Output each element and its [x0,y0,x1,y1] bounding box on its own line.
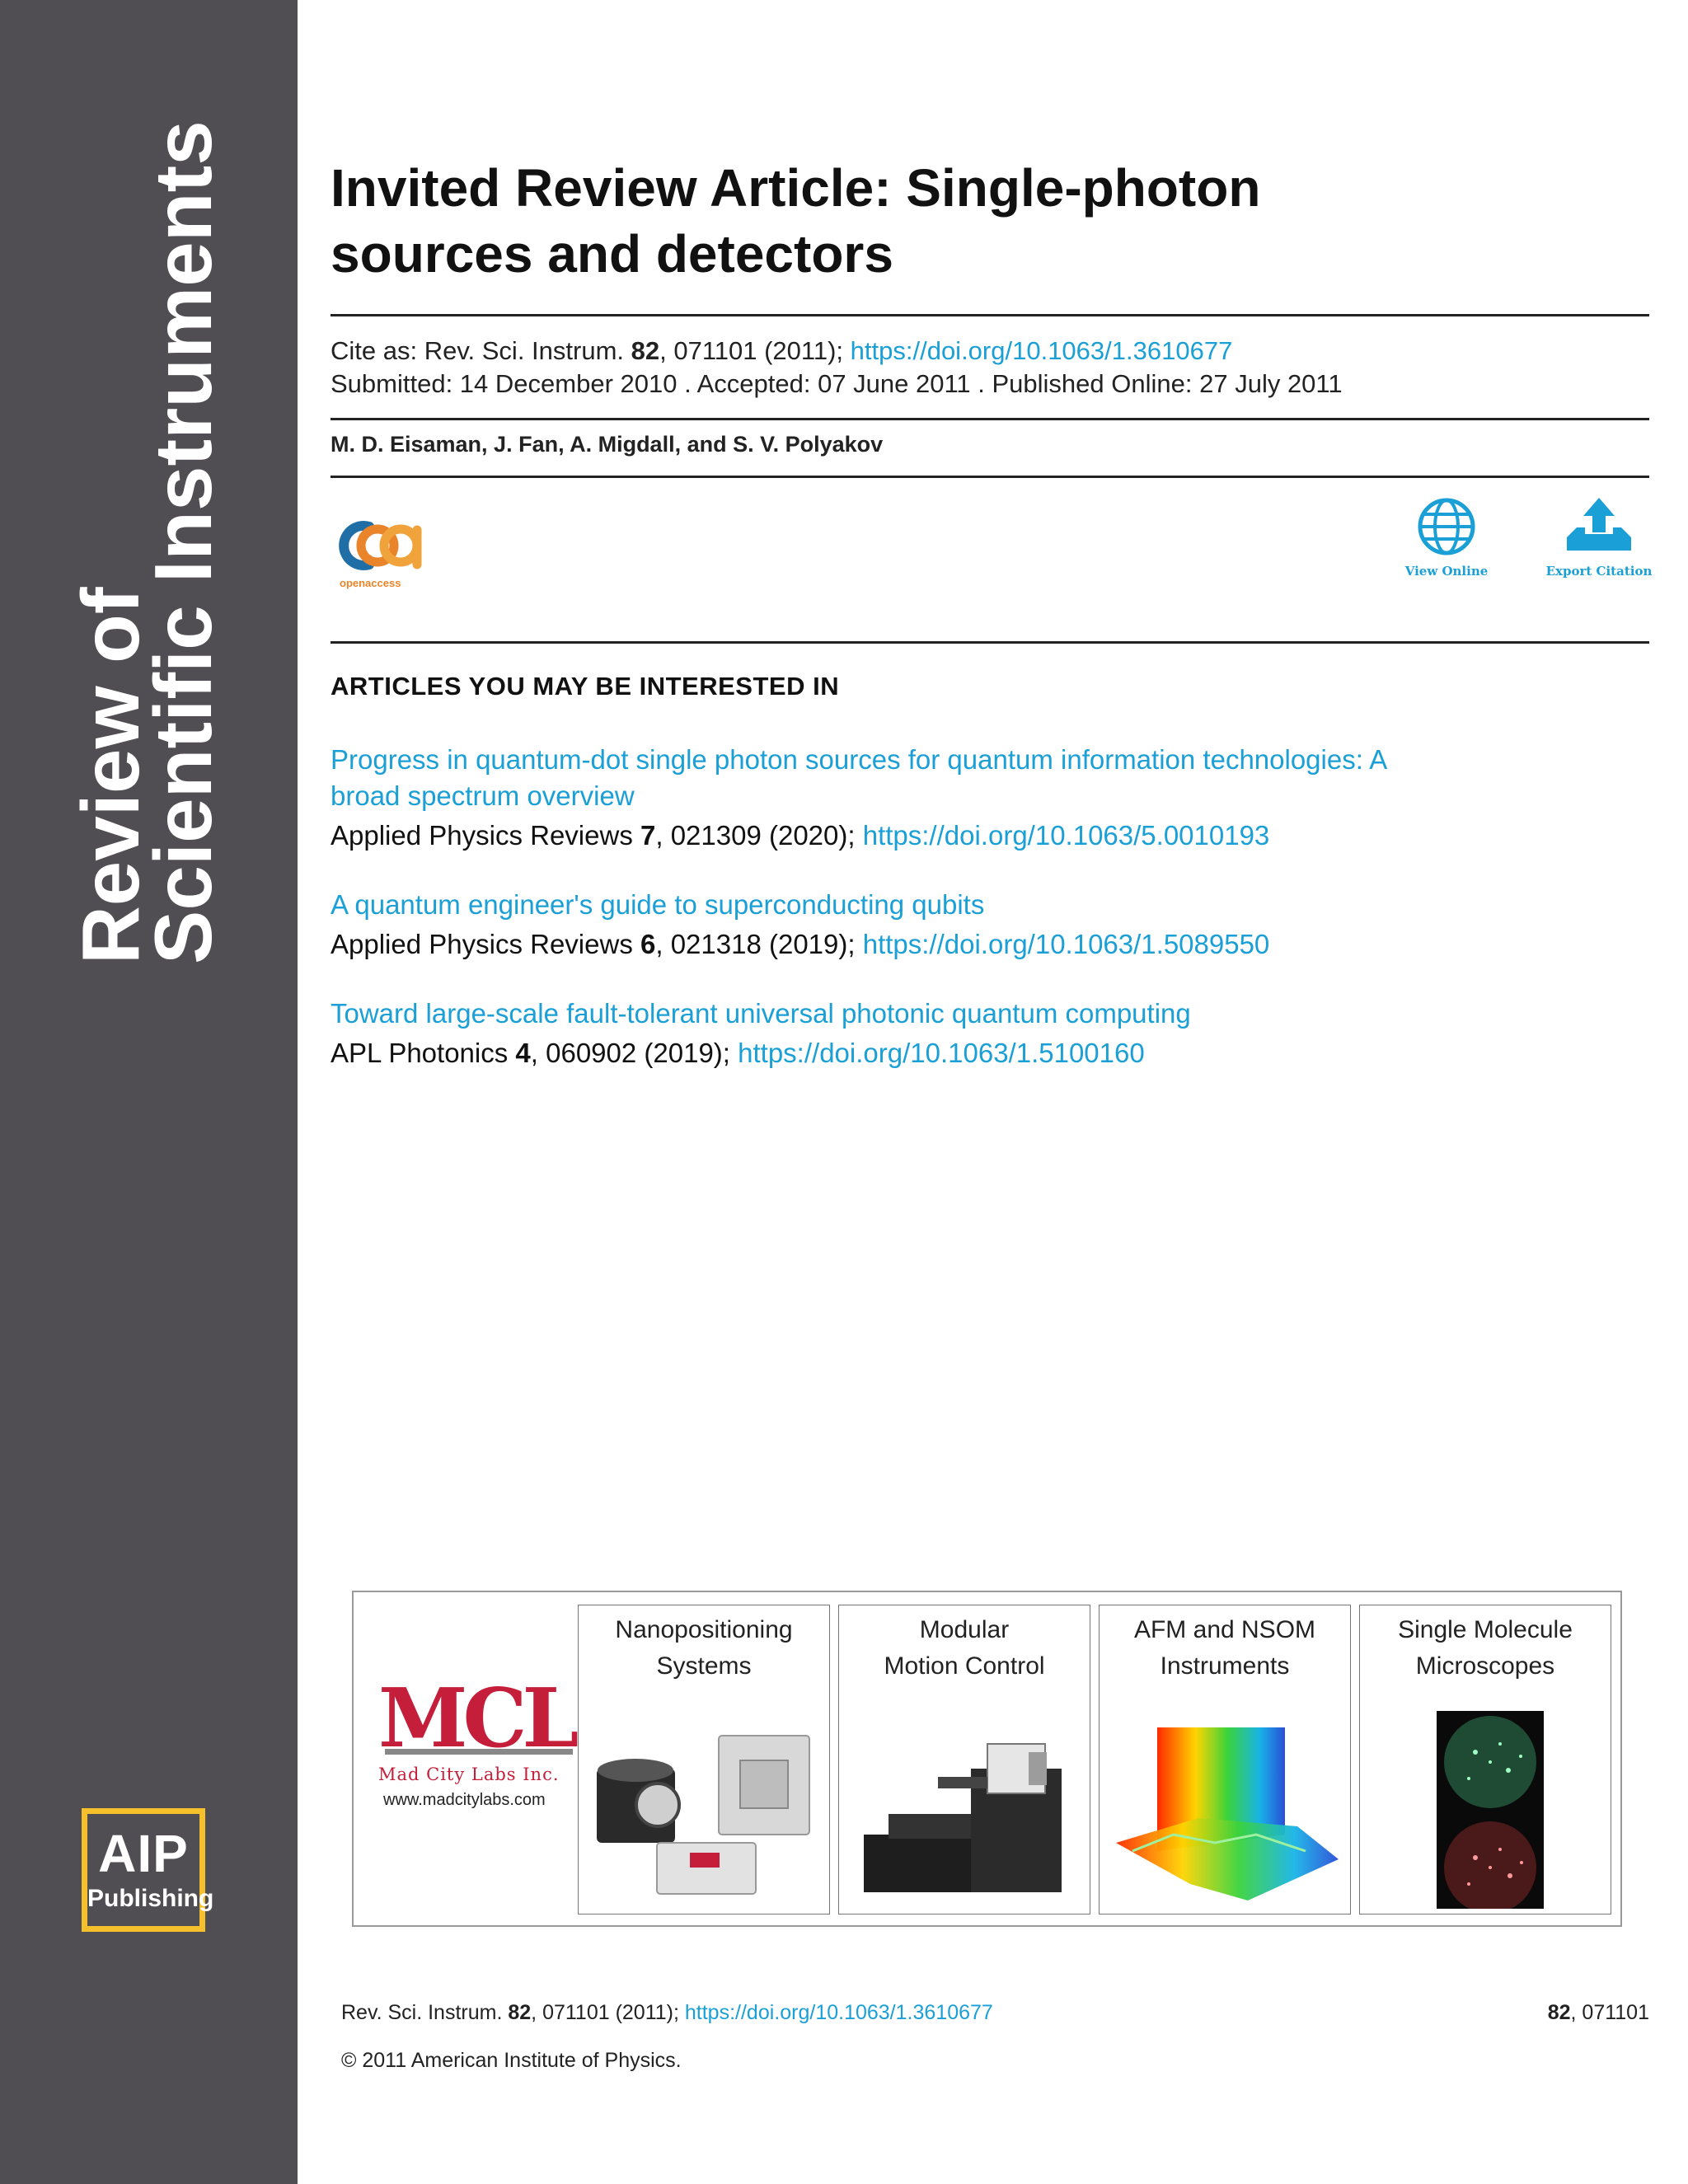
related-article-title-line: broad spectrum overview [331,780,635,811]
related-article-reference [331,1035,1649,1071]
related-articles-heading: ARTICLES YOU MAY BE INTERESTED IN [331,672,840,701]
export-icon [1564,496,1634,557]
footer-doi-link[interactable]: https://doi.org/10.1063/1.3610677 [684,2001,993,2024]
article-title [331,155,1649,287]
related-article-title-line: Progress in quantum-dot single photon sources for quantum information technologies: A [331,744,1388,775]
related-article [331,996,1649,1071]
journal-name-line1: Review of [65,587,156,964]
ad-panel-afm-nsom [1099,1605,1351,1915]
mcl-logo-mark: MCL [378,1671,574,1766]
journal-name-line2: Scientific Instruments [138,120,228,964]
author-list: M. D. Eisaman, J. Fan, A. Migdall, and S. V. Polyakov [331,432,884,457]
aip-logo-text: AIP [98,1824,189,1883]
related-article-title[interactable] [331,742,1649,814]
journal-sidebar [0,0,298,2184]
export-citation-button[interactable] [1541,496,1657,579]
afm-scan-image [1100,1719,1352,1909]
reference-volume: 6 [640,929,656,959]
ad-panel-label-line: Systems [656,1652,752,1680]
reference-volume: 7 [640,820,656,851]
related-article [331,887,1649,963]
ad-panel-label-line: AFM and NSOM [1133,1616,1316,1643]
mcl-logo [378,1671,584,1810]
mcl-company-name: Mad City Labs Inc. [378,1765,560,1784]
article-title-line1: Invited Review Article: Single-photon [331,158,1261,218]
mcl-website: www.madcitylabs.com [383,1791,546,1809]
ad-panel-label-line: Motion Control [884,1652,1045,1680]
related-article-title[interactable]: A quantum engineer's guide to superconducting qubits [331,889,985,920]
cite-rest: , 071101 (2011); [659,336,851,365]
ad-panel-nanopositioning [578,1605,830,1915]
view-online-label: View Online [1404,564,1489,579]
divider [331,418,1649,420]
footer-page-volume: 82 [1547,2001,1571,2024]
microscope-image [1360,1711,1612,1909]
reference-rest: , 021309 (2020); [655,820,863,851]
view-online-button[interactable] [1401,496,1492,579]
aip-publishing-logo[interactable] [82,1808,214,1932]
open-access-logo [336,515,422,596]
ad-panel-label [579,1605,829,1685]
related-article-reference [331,818,1649,854]
divider [331,476,1649,478]
related-article-reference [331,926,1649,963]
nanopositioning-stage-image [579,1719,831,1909]
ad-panel-label-line: Microscopes [1415,1652,1555,1680]
ad-panel-label-line: Single Molecule [1398,1616,1573,1643]
globe-icon [1416,496,1477,557]
journal-name-rotated [65,120,228,964]
ad-panel-label-line: Nanopositioning [615,1616,793,1643]
export-citation-label: Export Citation [1545,564,1653,579]
reference-rest: , 060902 (2019); [530,1038,738,1068]
divider [331,314,1649,316]
footer-cite-rest: , 071101 (2011); [531,2001,685,2024]
cite-volume: 82 [631,336,660,365]
journal-name [0,0,298,1030]
ad-panel-label [1100,1605,1350,1685]
reference-volume: 4 [515,1038,531,1068]
citation-line [331,335,1232,367]
footer-citation [341,2001,993,2025]
reference-journal: APL Photonics [331,1038,516,1068]
copyright-notice: © 2011 American Institute of Physics. [341,2049,682,2072]
ad-panel-label [1360,1605,1611,1685]
advertisement-banner[interactable] [352,1591,1622,1927]
reference-journal: Applied Physics Reviews [331,820,640,851]
footer-cite-volume: 82 [508,2001,532,2024]
open-access-icon [336,515,422,576]
reference-rest: , 021318 (2019); [655,929,863,959]
footer-page-id [1548,2001,1649,2025]
divider [331,641,1649,644]
cite-prefix: Cite as: Rev. Sci. Instrum. [331,336,625,365]
related-article [331,742,1649,854]
related-article-doi-link[interactable]: https://doi.org/10.1063/1.5089550 [862,929,1270,959]
ad-panel-label-line: Instruments [1160,1652,1290,1680]
related-article-title[interactable]: Toward large-scale fault-tolerant universal photonic quantum computing [331,998,1191,1029]
article-doi-link[interactable]: https://doi.org/10.1063/1.3610677 [850,336,1233,365]
footer-cite-prefix: Rev. Sci. Instrum. [341,2001,509,2024]
aip-logo-subtext: Publishing [87,1885,214,1912]
motion-control-image [839,1719,1091,1909]
ad-panel-label [839,1605,1090,1685]
open-access-label: openaccess [340,577,401,589]
related-article-doi-link[interactable]: https://doi.org/10.1063/5.0010193 [862,820,1270,851]
ad-panel-motion-control [838,1605,1090,1915]
publication-dates: Submitted: 14 December 2010 . Accepted: 07 June 2011 . Published Online: 27 July 2011 [331,369,1343,398]
ad-panel-label-line: Modular [919,1616,1010,1643]
ad-panel-single-molecule [1359,1605,1611,1915]
footer-page-number: , 071101 [1570,2001,1649,2024]
article-title-line2: sources and detectors [331,224,893,284]
reference-journal: Applied Physics Reviews [331,929,640,959]
related-article-doi-link[interactable]: https://doi.org/10.1063/1.5100160 [738,1038,1145,1068]
